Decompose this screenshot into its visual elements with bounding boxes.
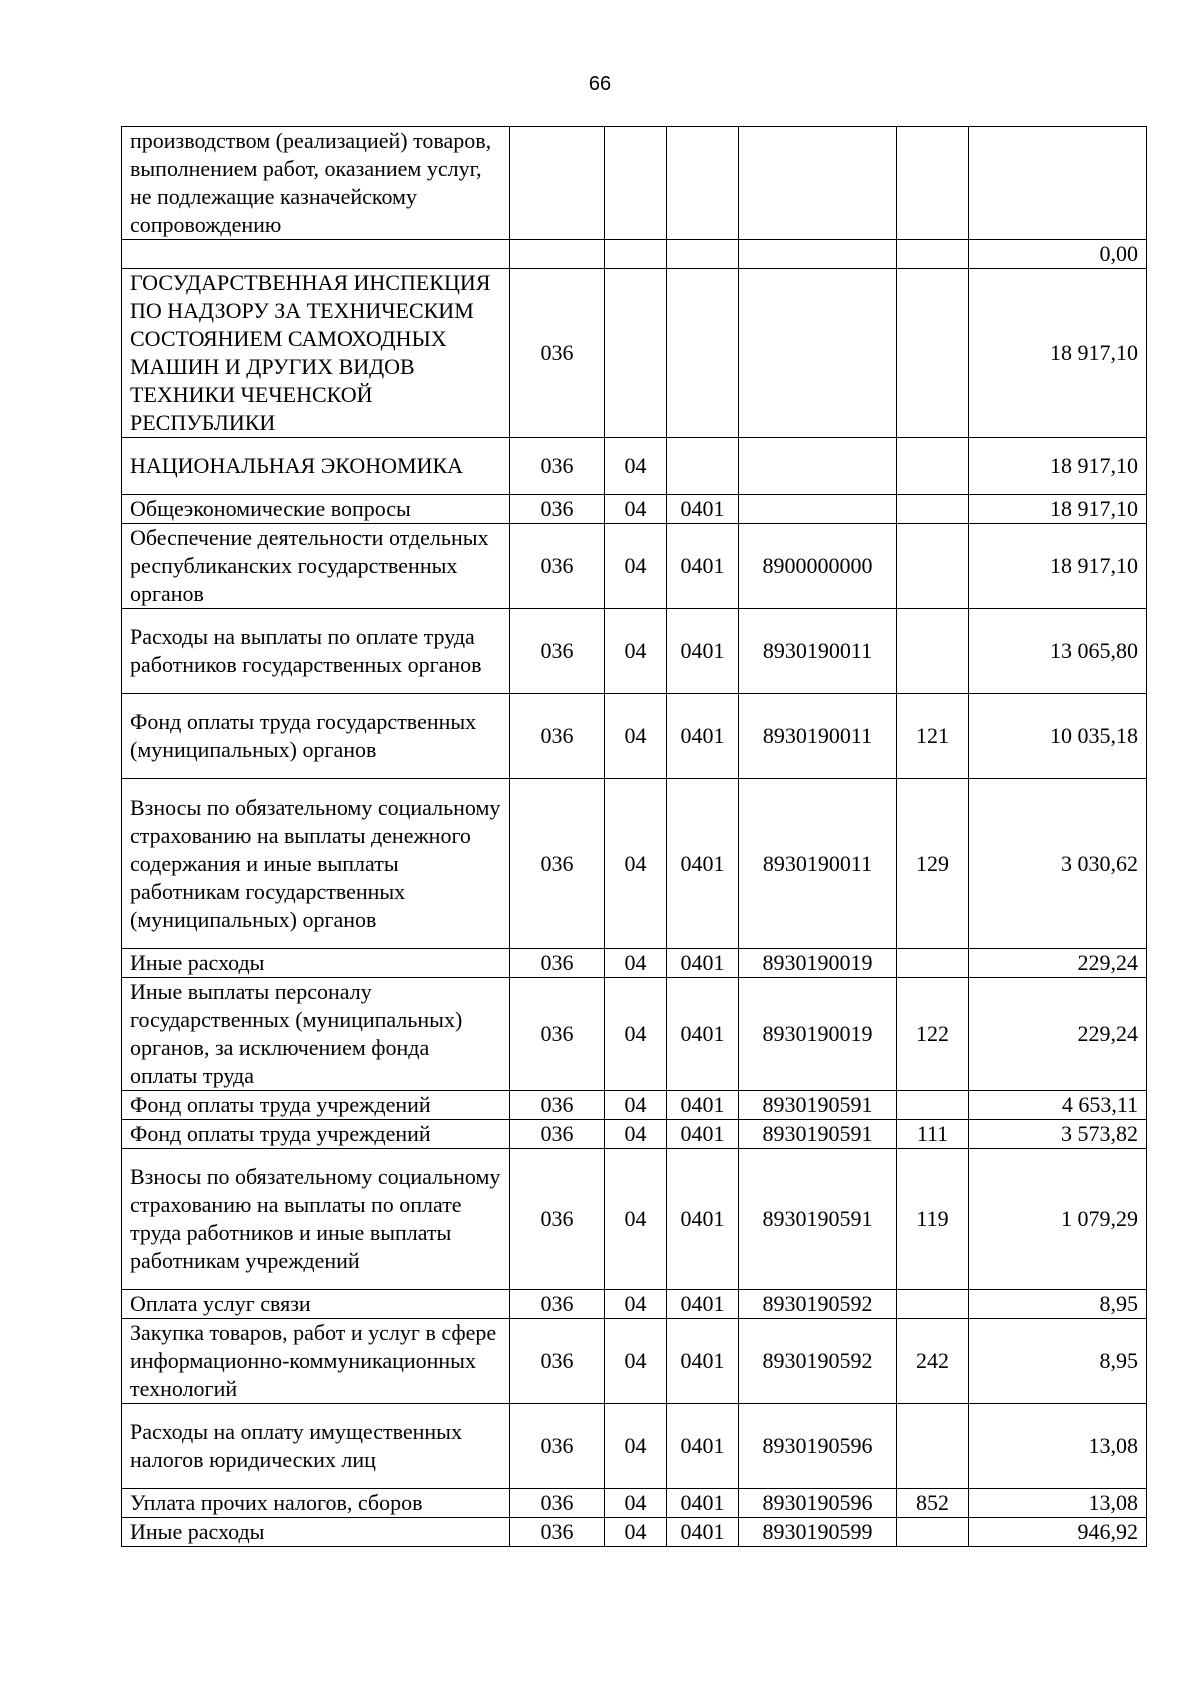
- csr-code-cell: 8930190599: [739, 1518, 897, 1547]
- table-row: [122, 240, 1147, 269]
- item-name-cell: Фонд оплаты труда учреждений: [122, 1120, 510, 1149]
- table-row: [122, 1120, 1147, 1149]
- rz-code-cell: 04: [605, 1120, 667, 1149]
- pr-code-cell: 0401: [667, 1404, 739, 1489]
- budget-table: [121, 126, 1147, 1547]
- item-name-cell: Общеэкономические вопросы: [122, 495, 510, 524]
- item-name-cell: Фонд оплаты труда учреждений: [122, 1091, 510, 1120]
- rz-code-cell: 04: [605, 1319, 667, 1404]
- pr-code-cell: [667, 438, 739, 495]
- rz-code-cell: 04: [605, 779, 667, 949]
- item-name-cell: Иные выплаты персоналу государственных (муниципальных) органов, за исключением фонда оплаты труда: [122, 978, 510, 1091]
- rz-code-cell: 04: [605, 609, 667, 694]
- gr-code-cell: 036: [510, 1489, 605, 1518]
- item-name-cell: Иные расходы: [122, 949, 510, 978]
- table-row: [122, 949, 1147, 978]
- table-row: [122, 1518, 1147, 1547]
- pr-code-cell: [667, 240, 739, 269]
- gr-code-cell: 036: [510, 609, 605, 694]
- table-row: [122, 127, 1147, 240]
- sum-cell: 13,08: [969, 1489, 1147, 1518]
- csr-code-cell: [739, 495, 897, 524]
- rz-code-cell: 04: [605, 1518, 667, 1547]
- pr-code-cell: 0401: [667, 978, 739, 1091]
- pr-code-cell: [667, 127, 739, 240]
- rz-code-cell: 04: [605, 1489, 667, 1518]
- pr-code-cell: [667, 269, 739, 438]
- sum-cell: 13,08: [969, 1404, 1147, 1489]
- gr-code-cell: 036: [510, 779, 605, 949]
- gr-code-cell: 036: [510, 495, 605, 524]
- item-name-cell: [122, 240, 510, 269]
- pr-code-cell: 0401: [667, 1489, 739, 1518]
- gr-code-cell: 036: [510, 1120, 605, 1149]
- rz-code-cell: 04: [605, 1091, 667, 1120]
- csr-code-cell: 8930190019: [739, 978, 897, 1091]
- item-name-cell: Закупка товаров, работ и услуг в сфере информационно-коммуникационных технологий: [122, 1319, 510, 1404]
- gr-code-cell: [510, 240, 605, 269]
- gr-code-cell: 036: [510, 978, 605, 1091]
- rz-code-cell: [605, 240, 667, 269]
- vr-code-cell: [897, 524, 969, 609]
- rz-code-cell: [605, 127, 667, 240]
- csr-code-cell: 8930190011: [739, 609, 897, 694]
- pr-code-cell: 0401: [667, 524, 739, 609]
- gr-code-cell: 036: [510, 694, 605, 779]
- table-row: [122, 779, 1147, 949]
- item-name-cell: Иные расходы: [122, 1518, 510, 1547]
- table-row: [122, 269, 1147, 438]
- csr-code-cell: 8930190596: [739, 1404, 897, 1489]
- item-name-cell: Взносы по обязательному социальному страхованию на выплаты по оплате труда работников и иные выплаты работникам учреждений: [122, 1149, 510, 1290]
- sum-cell: 10 035,18: [969, 694, 1147, 779]
- table-row: [122, 694, 1147, 779]
- vr-code-cell: 852: [897, 1489, 969, 1518]
- item-name-cell: производством (реализацией) товаров, выполнением работ, оказанием услуг, не подлежащие казначейскому сопровождению: [122, 127, 510, 240]
- pr-code-cell: 0401: [667, 1518, 739, 1547]
- csr-code-cell: 8930190591: [739, 1120, 897, 1149]
- rz-code-cell: 04: [605, 1149, 667, 1290]
- pr-code-cell: 0401: [667, 1290, 739, 1319]
- rz-code-cell: 04: [605, 1404, 667, 1489]
- gr-code-cell: 036: [510, 438, 605, 495]
- csr-code-cell: 8930190592: [739, 1319, 897, 1404]
- pr-code-cell: 0401: [667, 779, 739, 949]
- csr-code-cell: [739, 127, 897, 240]
- csr-code-cell: [739, 438, 897, 495]
- vr-code-cell: [897, 949, 969, 978]
- rz-code-cell: 04: [605, 524, 667, 609]
- sum-cell: [969, 127, 1147, 240]
- table-row: [122, 1149, 1147, 1290]
- table-row: [122, 1489, 1147, 1518]
- sum-cell: 18 917,10: [969, 269, 1147, 438]
- table-row: [122, 978, 1147, 1091]
- vr-code-cell: [897, 1404, 969, 1489]
- vr-code-cell: [897, 1290, 969, 1319]
- pr-code-cell: 0401: [667, 1091, 739, 1120]
- rz-code-cell: 04: [605, 949, 667, 978]
- table-row: [122, 495, 1147, 524]
- vr-code-cell: 122: [897, 978, 969, 1091]
- gr-code-cell: 036: [510, 1319, 605, 1404]
- pr-code-cell: 0401: [667, 609, 739, 694]
- vr-code-cell: 111: [897, 1120, 969, 1149]
- item-name-cell: Обеспечение деятельности отдельных республиканских государственных органов: [122, 524, 510, 609]
- pr-code-cell: 0401: [667, 495, 739, 524]
- sum-cell: 8,95: [969, 1319, 1147, 1404]
- sum-cell: 13 065,80: [969, 609, 1147, 694]
- gr-code-cell: 036: [510, 949, 605, 978]
- pr-code-cell: 0401: [667, 1120, 739, 1149]
- gr-code-cell: 036: [510, 524, 605, 609]
- csr-code-cell: 8930190591: [739, 1091, 897, 1120]
- sum-cell: 8,95: [969, 1290, 1147, 1319]
- item-name-cell: Взносы по обязательному социальному страхованию на выплаты денежного содержания и иные выплаты работникам государственных (муниципальных) органов: [122, 779, 510, 949]
- sum-cell: 3 030,62: [969, 779, 1147, 949]
- csr-code-cell: 8930190019: [739, 949, 897, 978]
- table-row: [122, 524, 1147, 609]
- vr-code-cell: [897, 438, 969, 495]
- table-row: [122, 609, 1147, 694]
- vr-code-cell: [897, 609, 969, 694]
- pr-code-cell: 0401: [667, 1319, 739, 1404]
- item-name-cell: Расходы на оплату имущественных налогов юридических лиц: [122, 1404, 510, 1489]
- rz-code-cell: 04: [605, 495, 667, 524]
- gr-code-cell: [510, 127, 605, 240]
- pr-code-cell: 0401: [667, 949, 739, 978]
- table-row: [122, 1091, 1147, 1120]
- sum-cell: 229,24: [969, 978, 1147, 1091]
- item-name-cell: Расходы на выплаты по оплате труда работников государственных органов: [122, 609, 510, 694]
- table-row: [122, 1404, 1147, 1489]
- sum-cell: 18 917,10: [969, 438, 1147, 495]
- rz-code-cell: 04: [605, 1290, 667, 1319]
- sum-cell: 18 917,10: [969, 524, 1147, 609]
- item-name-cell: НАЦИОНАЛЬНАЯ ЭКОНОМИКА: [122, 438, 510, 495]
- rz-code-cell: [605, 269, 667, 438]
- gr-code-cell: 036: [510, 1149, 605, 1290]
- sum-cell: 3 573,82: [969, 1120, 1147, 1149]
- vr-code-cell: 119: [897, 1149, 969, 1290]
- item-name-cell: Оплата услуг связи: [122, 1290, 510, 1319]
- vr-code-cell: [897, 1091, 969, 1120]
- vr-code-cell: [897, 127, 969, 240]
- table-row: [122, 438, 1147, 495]
- table-row: [122, 1319, 1147, 1404]
- budget-table-body: [122, 127, 1147, 1547]
- vr-code-cell: 121: [897, 694, 969, 779]
- gr-code-cell: 036: [510, 269, 605, 438]
- item-name-cell: Уплата прочих налогов, сборов: [122, 1489, 510, 1518]
- pr-code-cell: 0401: [667, 1149, 739, 1290]
- csr-code-cell: 8930190592: [739, 1290, 897, 1319]
- page-number: 66: [588, 73, 612, 95]
- rz-code-cell: 04: [605, 694, 667, 779]
- sum-cell: 18 917,10: [969, 495, 1147, 524]
- gr-code-cell: 036: [510, 1290, 605, 1319]
- item-name-cell: Фонд оплаты труда государственных (муниципальных) органов: [122, 694, 510, 779]
- table-row: [122, 1290, 1147, 1319]
- csr-code-cell: 8930190011: [739, 779, 897, 949]
- rz-code-cell: 04: [605, 438, 667, 495]
- vr-code-cell: [897, 269, 969, 438]
- vr-code-cell: 129: [897, 779, 969, 949]
- vr-code-cell: 242: [897, 1319, 969, 1404]
- vr-code-cell: [897, 1518, 969, 1547]
- csr-code-cell: [739, 269, 897, 438]
- pr-code-cell: 0401: [667, 694, 739, 779]
- item-name-cell: ГОСУДАРСТВЕННАЯ ИНСПЕКЦИЯ ПО НАДЗОРУ ЗА ТЕХНИЧЕСКИМ СОСТОЯНИЕМ САМОХОДНЫХ МАШИН И ДРУГИХ ВИДОВ ТЕХНИКИ ЧЕЧЕНСКОЙ РЕСПУБЛИКИ: [122, 269, 510, 438]
- csr-code-cell: 8900000000: [739, 524, 897, 609]
- gr-code-cell: 036: [510, 1091, 605, 1120]
- vr-code-cell: [897, 240, 969, 269]
- sum-cell: 4 653,11: [969, 1091, 1147, 1120]
- csr-code-cell: 8930190591: [739, 1149, 897, 1290]
- csr-code-cell: 8930190011: [739, 694, 897, 779]
- csr-code-cell: [739, 240, 897, 269]
- sum-cell: 0,00: [969, 240, 1147, 269]
- gr-code-cell: 036: [510, 1518, 605, 1547]
- gr-code-cell: 036: [510, 1404, 605, 1489]
- sum-cell: 946,92: [969, 1518, 1147, 1547]
- vr-code-cell: [897, 495, 969, 524]
- rz-code-cell: 04: [605, 978, 667, 1091]
- sum-cell: 1 079,29: [969, 1149, 1147, 1290]
- csr-code-cell: 8930190596: [739, 1489, 897, 1518]
- sum-cell: 229,24: [969, 949, 1147, 978]
